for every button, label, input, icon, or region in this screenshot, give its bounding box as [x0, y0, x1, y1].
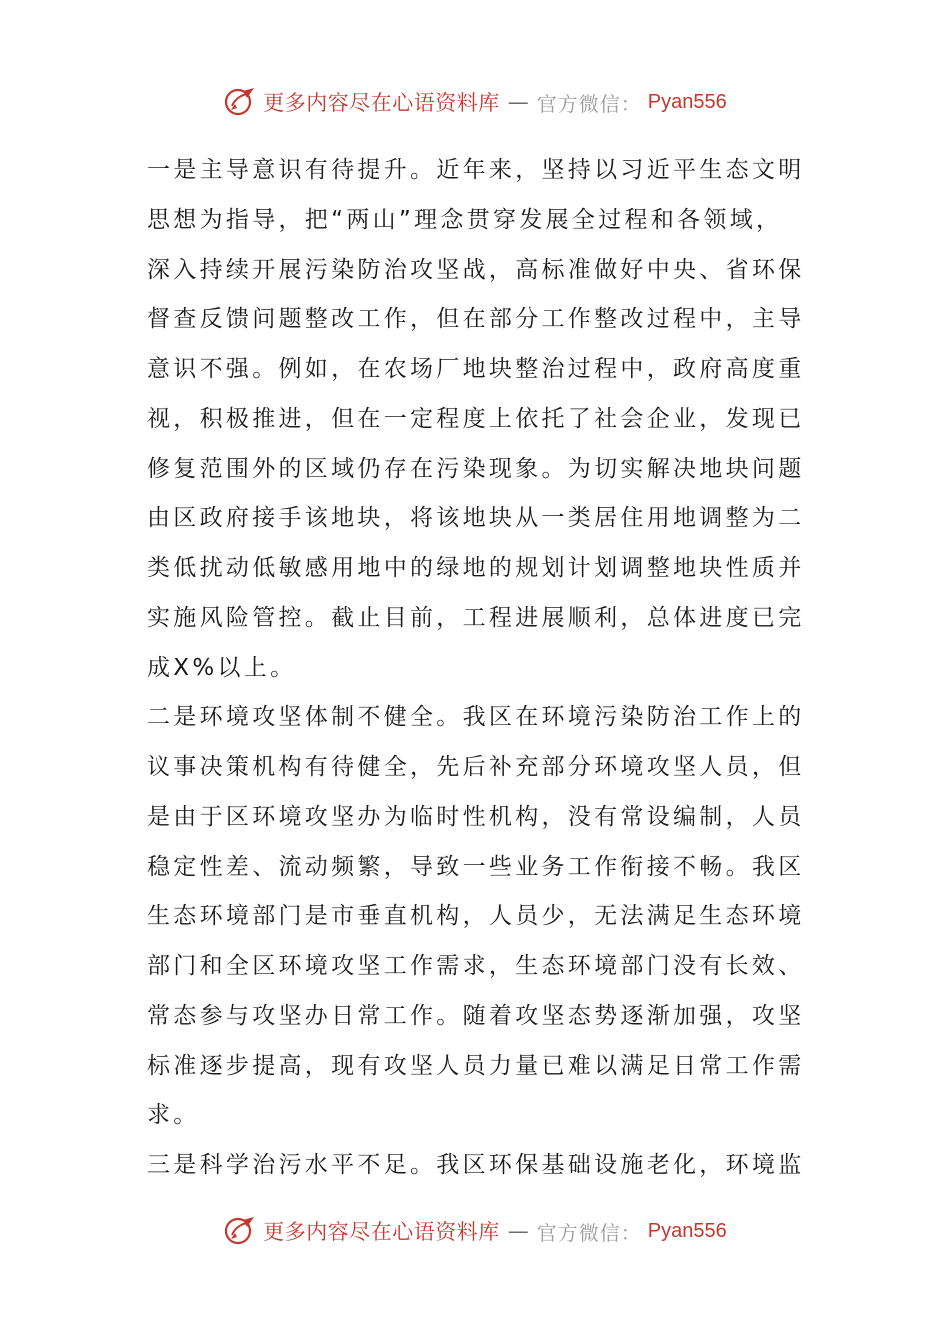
pen-circle-logo-icon [223, 1214, 257, 1248]
body-text-line: 督查反馈问题整改工作，但在部分工作整改过程中，主导 [147, 306, 805, 333]
wechat-id: Pyan556 [647, 1219, 727, 1242]
body-text-line: 议事决策机构有待健全，先后补充部分环境攻坚人员，但 [147, 754, 805, 780]
body-text-line: 标准逐步提高，现有攻坚人员力量已难以满足日常工作需 [147, 1052, 805, 1079]
body-text-line: 三是科学治污水平不足。我区环保基础设施老化，环境监 [147, 1152, 805, 1178]
body-text-line: 由区政府接手该地块，将该地块从一类居住用地调整为二 [147, 505, 805, 532]
banner-dash: — [507, 90, 529, 114]
body-text-line: 生态环境部门是市垂直机构，人员少，无法满足生态环境 [147, 903, 805, 930]
wechat-label: 官方微信： [536, 1220, 642, 1245]
banner-dash: — [507, 1219, 529, 1243]
document-body [147, 146, 807, 1191]
body-text-line: 常态参与攻坚办日常工作。随着攻坚态势逐渐加强，攻坚 [147, 1002, 805, 1029]
body-text-line: 深入持续开展污染防治攻坚战，高标准做好中央、省环保 [147, 256, 805, 283]
body-text-line: 修复范围外的区域仍存在污染现象。为切实解决地块问题 [147, 455, 805, 482]
header-banner [0, 82, 950, 122]
body-text-line: 成X%以上。 [147, 654, 297, 681]
body-text-line: 是由于区环境攻坚办为临时性机构，没有常设编制，人员 [147, 803, 805, 830]
body-text-line: 二是环境攻坚体制不健全。我区在环境污染防治工作上的 [147, 704, 805, 731]
body-text-line: 视，积极推进，但在一定程度上依托了社会企业，发现已 [147, 405, 805, 432]
site-name-text: 更多内容尽在心语资料库 [263, 1220, 500, 1244]
body-text-line: 一是主导意识有待提升。近年来，坚持以习近平生态文明 [147, 157, 805, 183]
body-text-line: 类低扰动低敏感用地中的绿地的规划计划调整地块性质并 [147, 555, 805, 581]
footer-banner [0, 1211, 950, 1251]
body-text-line: 求。 [147, 1102, 200, 1129]
body-text-line: 思想为指导，把“两山”理念贯穿发展全过程和各领域， [147, 206, 783, 233]
site-name-text: 更多内容尽在心语资料库 [263, 91, 500, 115]
wechat-label: 官方微信： [536, 91, 642, 116]
wechat-id: Pyan556 [647, 90, 727, 113]
pen-circle-logo-icon [223, 85, 257, 119]
body-text-line: 部门和全区环境攻坚工作需求，生态环境部门没有长效、 [147, 953, 805, 979]
body-text-line: 稳定性差、流动频繁，导致一些业务工作衔接不畅。我区 [147, 853, 805, 880]
body-text-line: 意识不强。例如，在农场厂地块整治过程中，政府高度重 [147, 356, 805, 382]
body-text-line: 实施风险管控。截止目前，工程进展顺利，总体进度已完 [147, 604, 805, 631]
